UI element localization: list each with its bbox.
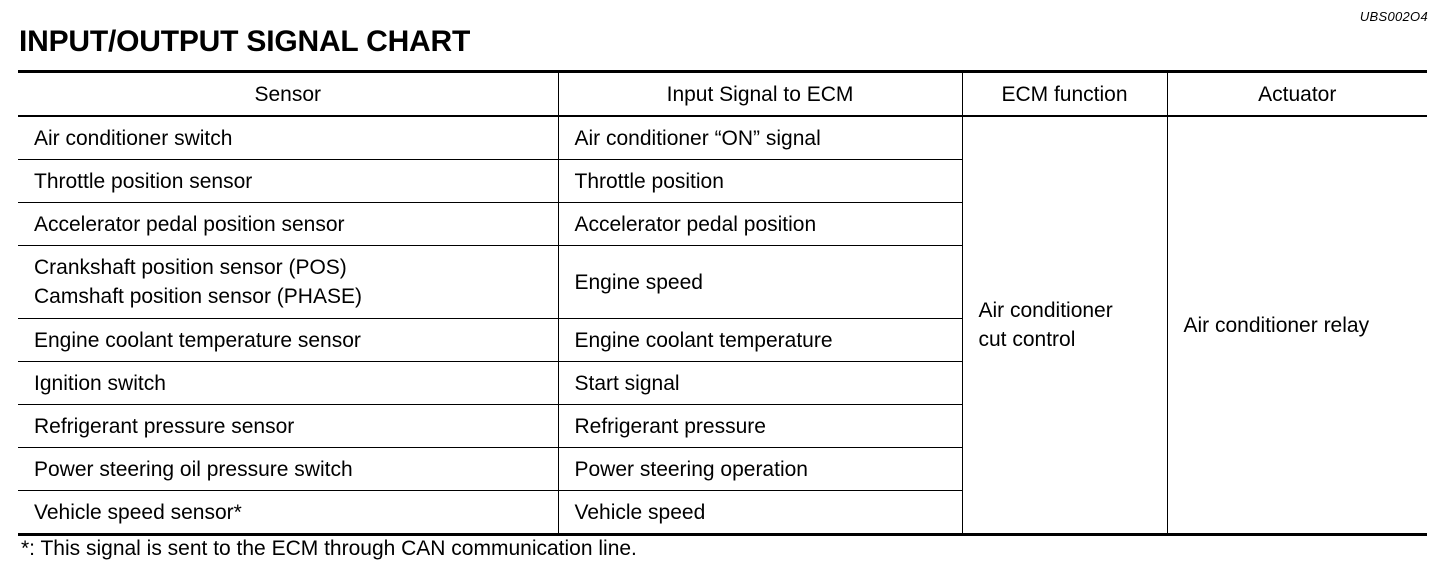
column-header-input-signal: Input Signal to ECM <box>558 72 962 117</box>
ecm-function-cell <box>962 116 1167 535</box>
sensor-cell: Engine coolant temperature sensor <box>18 319 558 362</box>
sensor-cell: Power steering oil pressure switch <box>18 448 558 491</box>
column-header-ecm-function: ECM function <box>962 72 1167 117</box>
input-signal-cell: Vehicle speed <box>558 491 962 535</box>
table-row <box>18 116 1427 160</box>
table-header-row <box>18 72 1427 117</box>
sensor-line-2: Camshaft position sensor (PHASE) <box>34 285 362 308</box>
ecm-function-line-2: cut control <box>978 328 1076 351</box>
sensor-cell: Refrigerant pressure sensor <box>18 405 558 448</box>
sensor-cell <box>18 246 558 319</box>
input-signal-cell: Engine speed <box>558 246 962 319</box>
ecm-function-line-1: Air conditioner <box>978 299 1113 322</box>
sensor-cell: Accelerator pedal position sensor <box>18 203 558 246</box>
footnote: *: This signal is sent to the ECM through CAN communication line. <box>21 537 637 560</box>
input-signal-cell: Air conditioner “ON” signal <box>558 116 962 160</box>
input-signal-cell: Throttle position <box>558 160 962 203</box>
input-signal-cell: Power steering operation <box>558 448 962 491</box>
sensor-cell: Vehicle speed sensor* <box>18 491 558 535</box>
sensor-cell: Throttle position sensor <box>18 160 558 203</box>
input-signal-cell: Refrigerant pressure <box>558 405 962 448</box>
page-title: INPUT/OUTPUT SIGNAL CHART <box>19 25 471 58</box>
sensor-cell: Air conditioner switch <box>18 116 558 160</box>
reference-code: UBS002O4 <box>1359 9 1428 24</box>
input-signal-cell: Start signal <box>558 362 962 405</box>
column-header-actuator: Actuator <box>1167 72 1427 117</box>
actuator-cell: Air conditioner relay <box>1167 116 1427 535</box>
sensor-line-1: Crankshaft position sensor (POS) <box>34 256 347 279</box>
signal-chart-table <box>18 70 1427 536</box>
input-signal-cell: Accelerator pedal position <box>558 203 962 246</box>
sensor-cell: Ignition switch <box>18 362 558 405</box>
input-signal-cell: Engine coolant temperature <box>558 319 962 362</box>
column-header-sensor: Sensor <box>18 72 558 117</box>
